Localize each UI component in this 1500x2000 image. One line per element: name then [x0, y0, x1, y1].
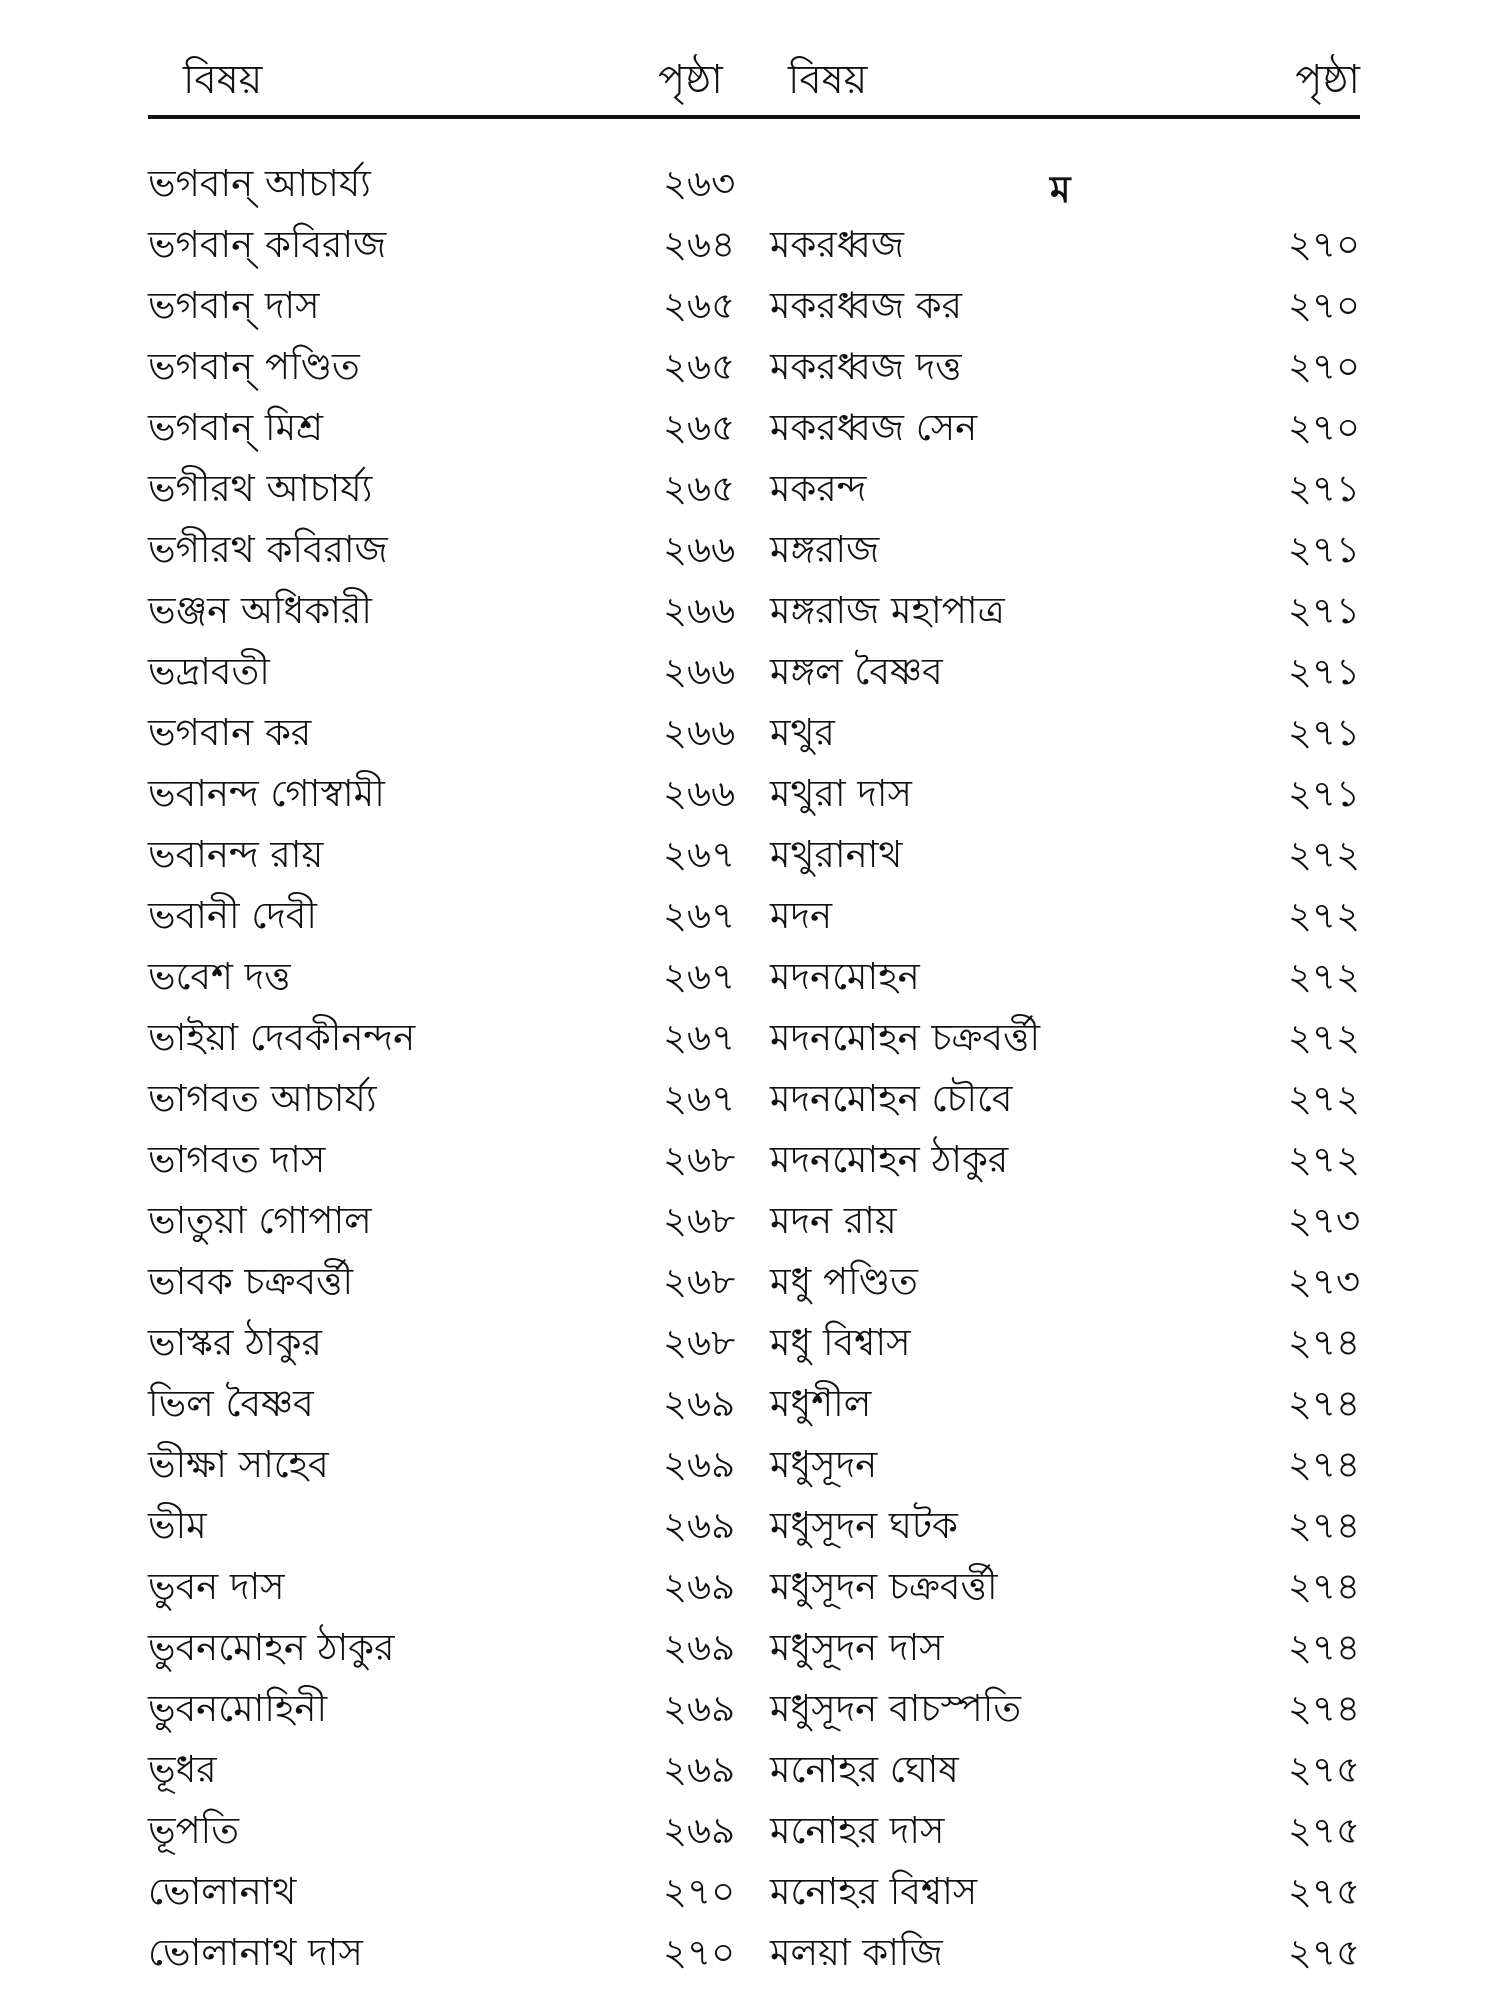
index-entry: [148, 758, 748, 819]
entry-page-number: ২৬৫: [663, 345, 736, 388]
entry-name: ভগবান্ দাস: [148, 284, 320, 327]
entry-name: ভঞ্জন অধিকারী: [148, 589, 372, 632]
entry-name: মধুসূদন: [770, 1443, 878, 1486]
entry-name: ভগবান্ পণ্ডিত: [148, 345, 360, 388]
index-entry: [770, 575, 1360, 636]
entry-page-number: ২৭৫: [1287, 1809, 1360, 1852]
header-subject-left: বিষয়: [183, 57, 263, 103]
index-entry: [770, 1490, 1360, 1551]
entry-name: ভগবান্ কবিরাজ: [148, 223, 387, 266]
entry-name: মদনমোহন চক্রবর্ত্তী: [770, 1016, 1041, 1059]
index-entry: [770, 1856, 1360, 1917]
header-page-right: পৃষ্ঠা: [1295, 57, 1360, 103]
entry-name: মথুরা দাস: [770, 772, 912, 815]
entry-page-number: ২৭১: [1287, 528, 1360, 571]
entry-name: ভগীরথ কবিরাজ: [148, 528, 388, 571]
index-entry: [770, 758, 1360, 819]
entry-name: ভোলানাথ দাস: [148, 1931, 363, 1974]
entry-name: মথুর: [770, 711, 835, 754]
index-entry: [148, 1429, 748, 1490]
entry-name: ভুবনমোহন ঠাকুর: [148, 1626, 395, 1669]
index-entry: [770, 270, 1360, 331]
index-entry: [148, 636, 748, 697]
index-entry: [770, 1368, 1360, 1429]
entry-page-number: ২৬৬: [663, 772, 736, 815]
entry-page-number: ২৬৯: [663, 1748, 736, 1791]
index-entry: [770, 1063, 1360, 1124]
entry-name: মধু পণ্ডিত: [770, 1260, 918, 1303]
entry-page-number: ২৬৯: [663, 1565, 736, 1608]
entry-page-number: ২৭১: [1287, 589, 1360, 632]
entry-page-number: ২৬৯: [663, 1504, 736, 1547]
index-entry: [148, 1063, 748, 1124]
index-entry: [148, 1856, 748, 1917]
index-entry: [148, 697, 748, 758]
entry-name: মঙ্গরাজ মহাপাত্র: [770, 589, 1005, 632]
entry-page-number: ২৭০: [1287, 345, 1360, 388]
index-entry: [770, 941, 1360, 1002]
index-entry: [770, 1734, 1360, 1795]
entry-name: মকরন্দ: [770, 467, 867, 510]
index-entry: [148, 209, 748, 270]
entry-page-number: ২৭৫: [1287, 1931, 1360, 1974]
entry-page-number: ২৭০: [1287, 284, 1360, 327]
entry-name: ভোলানাথ: [148, 1870, 297, 1913]
index-entry: [148, 1124, 748, 1185]
index-entry: [770, 331, 1360, 392]
index-entry: [770, 1185, 1360, 1246]
index-entry: [770, 819, 1360, 880]
entry-page-number: ২৬৯: [663, 1809, 736, 1852]
entry-page-number: ২৬৬: [663, 650, 736, 693]
section-letter: [770, 148, 1360, 209]
entry-page-number: ২৬৭: [663, 955, 736, 998]
index-entry: [148, 1246, 748, 1307]
entry-name: ভুবন দাস: [148, 1565, 285, 1608]
index-entry: [148, 1612, 748, 1673]
entry-name: ভুবনমোহিনী: [148, 1687, 328, 1730]
entry-name: মধুসূদন ঘটক: [770, 1504, 958, 1547]
index-entry: [770, 880, 1360, 941]
entry-page-number: ২৭০: [663, 1931, 736, 1974]
entry-page-number: ২৬৭: [663, 1077, 736, 1120]
index-entry: [770, 1307, 1360, 1368]
index-entry: [148, 1551, 748, 1612]
entry-name: মদনমোহন চৌবে: [770, 1077, 1013, 1120]
index-entry: [148, 148, 748, 209]
entry-page-number: ২৭২: [1287, 894, 1360, 937]
entry-page-number: ২৬৭: [663, 1016, 736, 1059]
entry-name: ভূপতি: [148, 1809, 240, 1852]
entry-page-number: ২৬৬: [663, 589, 736, 632]
index-entry: [770, 697, 1360, 758]
entry-name: ভাবক চক্রবর্ত্তী: [148, 1260, 354, 1303]
header-subject-right: বিষয়: [788, 57, 868, 103]
entry-page-number: ২৬৫: [663, 406, 736, 449]
entry-page-number: ২৬৩: [663, 162, 736, 205]
entry-page-number: ২৭৫: [1287, 1748, 1360, 1791]
entry-page-number: ২৭১: [1287, 772, 1360, 815]
index-entry: [148, 1490, 748, 1551]
index-entry: [770, 1124, 1360, 1185]
entry-page-number: ২৭৪: [1287, 1626, 1360, 1669]
section-letter-text: ম: [1050, 168, 1071, 211]
entry-page-number: ২৭২: [1287, 1138, 1360, 1181]
entry-name: মধুসূদন চক্রবর্ত্তী: [770, 1565, 998, 1608]
index-entry: [770, 514, 1360, 575]
entry-page-number: ২৭৩: [1287, 1260, 1360, 1303]
entry-page-number: ২৭০: [1287, 223, 1360, 266]
entry-name: মধু বিশ্বাস: [770, 1321, 911, 1364]
entry-name: ভবেশ দত্ত: [148, 955, 291, 998]
entry-name: ভদ্রাবতী: [148, 650, 270, 693]
index-entry: [770, 1429, 1360, 1490]
entry-page-number: ২৭২: [1287, 833, 1360, 876]
left-index-column: [148, 148, 748, 1978]
entry-name: মকরধ্বজ সেন: [770, 406, 978, 449]
entry-name: মঙ্গরাজ: [770, 528, 880, 571]
index-entry: [148, 270, 748, 331]
entry-name: মথুরানাথ: [770, 833, 903, 876]
entry-name: ভবানন্দ রায়: [148, 833, 324, 876]
index-entry: [770, 1612, 1360, 1673]
index-entry: [148, 880, 748, 941]
entry-page-number: ২৭৩: [1287, 1199, 1360, 1242]
entry-page-number: ২৬৮: [663, 1138, 736, 1181]
entry-page-number: ২৬৮: [663, 1199, 736, 1242]
entry-name: ভাতুয়া গোপাল: [148, 1199, 372, 1242]
entry-page-number: ২৬৮: [663, 1260, 736, 1303]
index-entry: [148, 575, 748, 636]
entry-page-number: ২৭১: [1287, 650, 1360, 693]
entry-page-number: ২৭২: [1287, 1016, 1360, 1059]
entry-name: ভীম: [148, 1504, 207, 1547]
entry-name: মকরধ্বজ: [770, 223, 904, 266]
entry-page-number: ২৭২: [1287, 1077, 1360, 1120]
entry-name: ভাগবত আচার্য্য: [148, 1077, 377, 1120]
index-entry: [148, 941, 748, 1002]
entry-name: ভগবান্ আচার্য্য: [148, 162, 371, 205]
header-rule: [148, 115, 1360, 119]
index-entry: [148, 1673, 748, 1734]
index-entry: [770, 1673, 1360, 1734]
entry-name: ভগবান কর: [148, 711, 312, 754]
entry-page-number: ২৭১: [1287, 467, 1360, 510]
entry-page-number: ২৭৪: [1287, 1443, 1360, 1486]
index-entry: [148, 1002, 748, 1063]
entry-name: ভাস্কর ঠাকুর: [148, 1321, 322, 1364]
entry-page-number: ২৭০: [663, 1870, 736, 1913]
entry-name: মদন: [770, 894, 833, 937]
entry-name: ভূধর: [148, 1748, 217, 1791]
index-entry: [148, 1917, 748, 1978]
index-entry: [148, 1795, 748, 1856]
index-entry: [148, 1185, 748, 1246]
entry-page-number: ২৭৪: [1287, 1321, 1360, 1364]
index-entry: [148, 514, 748, 575]
entry-name: ভবানন্দ গোস্বামী: [148, 772, 385, 815]
entry-name: ভীক্ষা সাহেব: [148, 1443, 329, 1486]
entry-page-number: ২৬৯: [663, 1626, 736, 1669]
index-entry: [770, 1795, 1360, 1856]
entry-page-number: ২৭৪: [1287, 1687, 1360, 1730]
entry-name: মকরধ্বজ দত্ত: [770, 345, 962, 388]
entry-name: ভিল বৈষ্ণব: [148, 1382, 314, 1425]
index-entry: [770, 209, 1360, 270]
entry-page-number: ২৬৫: [663, 467, 736, 510]
index-entry: [148, 331, 748, 392]
entry-page-number: ২৭১: [1287, 711, 1360, 754]
index-entry: [148, 1368, 748, 1429]
entry-name: মনোহর ঘোষ: [770, 1748, 959, 1791]
right-index-column: [770, 148, 1360, 1978]
header-page-left: পৃষ্ঠা: [658, 57, 723, 103]
entry-page-number: ২৬৯: [663, 1443, 736, 1486]
index-entry: [148, 819, 748, 880]
entry-name: ভগবান্ মিশ্র: [148, 406, 324, 449]
entry-page-number: ২৬৪: [663, 223, 736, 266]
entry-page-number: ২৬৫: [663, 284, 736, 327]
index-entry: [148, 1307, 748, 1368]
index-entry: [770, 1246, 1360, 1307]
entry-name: মধুশীল: [770, 1382, 872, 1425]
entry-page-number: ২৭২: [1287, 955, 1360, 998]
entry-name: ভবানী দেবী: [148, 894, 317, 937]
entry-name: মঙ্গল বৈষ্ণব: [770, 650, 943, 693]
entry-name: মধুসূদন বাচস্পতি: [770, 1687, 1022, 1730]
entry-name: ভগীরথ আচার্য্য: [148, 467, 373, 510]
entry-page-number: ২৬৮: [663, 1321, 736, 1364]
entry-name: ভাগবত দাস: [148, 1138, 326, 1181]
index-entry: [148, 1734, 748, 1795]
entry-page-number: ২৬৯: [663, 1687, 736, 1730]
entry-page-number: ২৭০: [1287, 406, 1360, 449]
entry-page-number: ২৭৪: [1287, 1565, 1360, 1608]
entry-page-number: ২৬৯: [663, 1382, 736, 1425]
index-entry: [770, 1551, 1360, 1612]
index-entry: [148, 453, 748, 514]
index-entry: [770, 453, 1360, 514]
entry-page-number: ২৬৬: [663, 711, 736, 754]
entry-name: মদনমোহন: [770, 955, 920, 998]
entry-name: মধুসূদন দাস: [770, 1626, 944, 1669]
index-entry: [770, 1917, 1360, 1978]
index-entry: [770, 392, 1360, 453]
entry-page-number: ২৭৪: [1287, 1382, 1360, 1425]
entry-name: মনোহর দাস: [770, 1809, 945, 1852]
entry-name: ভাইয়া দেবকীনন্দন: [148, 1016, 416, 1059]
entry-page-number: ২৬৬: [663, 528, 736, 571]
entry-page-number: ২৭৪: [1287, 1504, 1360, 1547]
entry-page-number: ২৬৭: [663, 833, 736, 876]
entry-name: মনোহর বিশ্বাস: [770, 1870, 978, 1913]
entry-name: মদন রায়: [770, 1199, 897, 1242]
entry-name: মলয়া কাজি: [770, 1931, 943, 1974]
index-entry: [770, 636, 1360, 697]
index-header: [148, 40, 1360, 115]
entry-name: মদনমোহন ঠাকুর: [770, 1138, 1009, 1181]
entry-page-number: ২৬৭: [663, 894, 736, 937]
index-entry: [770, 1002, 1360, 1063]
entry-name: মকরধ্বজ কর: [770, 284, 962, 327]
index-entry: [148, 392, 748, 453]
entry-page-number: ২৭৫: [1287, 1870, 1360, 1913]
